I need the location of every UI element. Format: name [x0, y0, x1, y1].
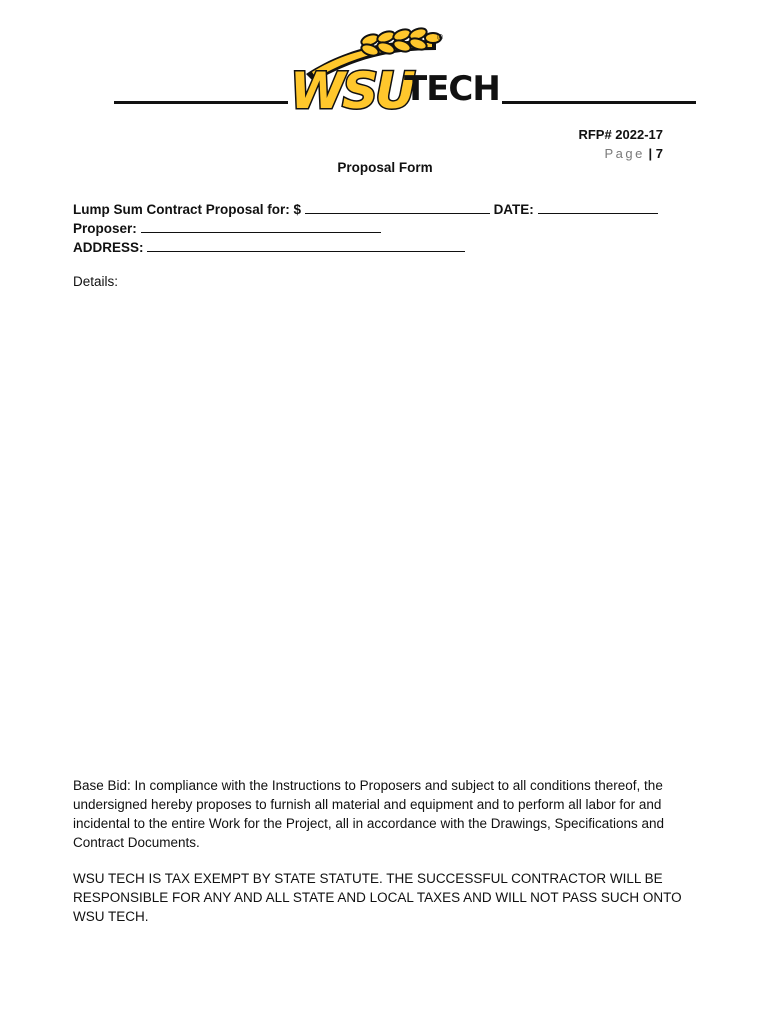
registered-mark: ® — [436, 33, 444, 42]
address-label: ADDRESS: — [73, 240, 144, 255]
form-title: Proposal Form — [337, 160, 433, 175]
logo-rule-right — [502, 101, 696, 104]
lump-sum-row — [73, 199, 658, 217]
address-blank[interactable] — [147, 237, 465, 252]
logo-tech-text: TECH — [404, 69, 500, 109]
base-bid-paragraph: Base Bid: In compliance with the Instructions to Proposers and subject to all conditions thereof, the undersigned hereby proposes to furnish all material and equipment and to perform all labor for and incidental to the entire Work for the Project, all in accordance with the Drawings, Specifications and Contract Documents. — [73, 778, 665, 850]
wsu-tech-logo — [114, 26, 696, 126]
lump-sum-blank[interactable] — [305, 199, 490, 214]
proposer-row — [73, 218, 381, 236]
proposer-blank[interactable] — [141, 218, 381, 233]
proposer-label: Proposer: — [73, 221, 137, 236]
page-word: Page — [604, 146, 645, 161]
details-label: Details: — [73, 274, 119, 289]
tax-notice-paragraph: WSU TECH IS TAX EXEMPT BY STATE STATUTE. THE SUCCESSFUL CONTRACTOR WILL BE RESPONSIBLE FOR ANY AND ALL STATE AND LOCAL TAXES AND WILL NOT PASS SUCH ONTO WSU TECH. — [73, 871, 682, 924]
logo-rule-left — [114, 101, 288, 104]
page-number: 7 — [655, 146, 663, 161]
lump-sum-label: Lump Sum Contract Proposal for: $ — [73, 202, 302, 217]
date-label: DATE: — [493, 202, 534, 217]
page-header — [578, 125, 663, 163]
rfp-number: RFP# 2022-17 — [578, 127, 663, 142]
logo-wordmark: WSU — [290, 62, 413, 120]
wheat-logo-icon — [286, 26, 506, 126]
date-blank[interactable] — [538, 199, 658, 214]
page-separator: | — [648, 146, 653, 161]
address-row — [73, 237, 465, 255]
